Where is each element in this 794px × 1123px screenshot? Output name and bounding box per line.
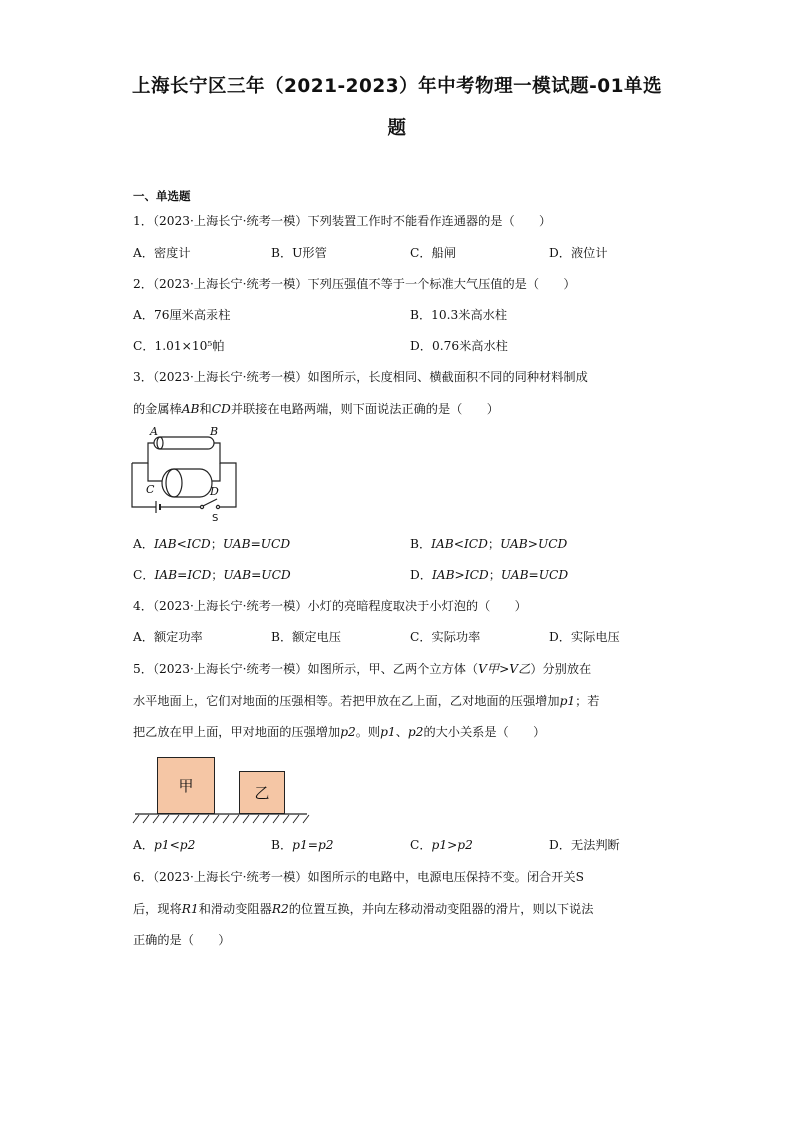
q5-text-part: ）分别放在	[530, 662, 592, 676]
q3-rod-ab: AB	[181, 402, 200, 416]
current-cd: ICD	[187, 568, 212, 582]
option-letter: A．	[133, 537, 154, 551]
separator: ；	[488, 568, 501, 582]
question-1-text: 1．（2023·上海长宁·统考一模）下列装置工作时不能看作连通器的是（ ）	[133, 214, 552, 228]
cube-yi: 乙	[239, 771, 285, 814]
q3-rod-cd: CD	[211, 402, 231, 416]
q3-text-part: 和	[199, 402, 212, 416]
question-4-option-c: C．实际功率	[410, 630, 481, 644]
pressure-p2: p2	[179, 838, 196, 852]
q5-pressure-p1: p1	[559, 694, 576, 708]
pressure-p2: p2	[317, 838, 334, 852]
q3-text-part: 的金属棒	[133, 402, 182, 416]
question-6-text-line2	[133, 901, 593, 917]
question-6-text-line3: 正确的是（ ）	[133, 933, 231, 947]
question-3-option-b	[410, 536, 567, 552]
relation: =	[250, 537, 261, 551]
question-5-option-b	[271, 837, 334, 853]
current-cd: ICD	[464, 568, 489, 582]
q5-text-part: 5．（2023·上海长宁·统考一模）如图所示，甲、乙两个立方体（	[133, 662, 479, 676]
q5-pressure-p2: p2	[340, 725, 356, 739]
relation: =	[307, 838, 318, 852]
q5-text-part: ；若	[575, 694, 600, 708]
question-2-text: 2．（2023·上海长宁·统考一模）下列压强值不等于一个标准大气压值的是（ ）	[133, 277, 576, 291]
q5-text-part: 、	[395, 725, 408, 739]
question-5-text-line3	[133, 724, 545, 740]
voltage-ab: UAB	[500, 537, 528, 551]
relation: =	[251, 568, 262, 582]
pressure-p2: p2	[457, 838, 473, 852]
q5-text-part: 。则	[355, 725, 381, 739]
option-letter: C．	[410, 838, 432, 852]
cube-jia: 甲	[157, 757, 215, 814]
q6-text-part: 和滑动变阻器	[198, 902, 272, 916]
relation: <	[453, 537, 464, 551]
label-s: S	[212, 513, 219, 524]
question-2-option-d: D．0.76米高水柱	[410, 339, 508, 353]
option-letter: D．	[410, 568, 432, 582]
current-ab: IAB	[154, 537, 177, 551]
question-5-text-line2	[133, 693, 600, 709]
question-2-option-c: C．1.01×10⁵帕	[133, 339, 225, 353]
relation: <	[169, 838, 180, 852]
separator: ；	[211, 568, 224, 582]
voltage-cd: UCD	[261, 568, 291, 582]
relation: >	[447, 838, 458, 852]
q6-text-part: 后，现将	[133, 902, 182, 916]
question-5-option-a	[133, 837, 195, 853]
label-b: B	[210, 425, 219, 438]
question-1-option-a: A．密度计	[133, 246, 191, 260]
q5-text-part: 的大小关系是（ ）	[423, 725, 546, 739]
q5-pressure-p2: p2	[407, 725, 424, 739]
section-heading: 一、单选题	[133, 189, 191, 203]
voltage-ab: UAB	[500, 568, 529, 582]
option-text: 无法判断	[570, 838, 620, 852]
relation: <	[176, 537, 187, 551]
option-letter: B．	[271, 838, 293, 852]
label-a: A	[150, 425, 158, 438]
q6-text-part: 的位置互换，并向左移动滑动变阻器的滑片，则以下说法	[288, 902, 594, 916]
question-3-option-c	[133, 567, 291, 583]
document-title-continued: 题	[387, 118, 407, 139]
q6-resistor-r1: R1	[181, 902, 199, 916]
question-1-option-d: D．液位计	[549, 246, 608, 260]
document-title: 上海长宁区三年（2021-2023）年中考物理一模试题-01单选	[131, 76, 663, 97]
current-cd: ICD	[186, 537, 211, 551]
relation: >	[454, 568, 465, 582]
question-6-text-line1: 6．（2023·上海长宁·统考一模）如图所示的电路中，电源电压保持不变。闭合开关S	[133, 870, 584, 884]
question-3-text-line1: 3．（2023·上海长宁·统考一模）如图所示，长度相同、横截面积不同的同种材料制成	[133, 370, 588, 384]
label-d: D	[210, 485, 219, 498]
question-1-option-c: C．船闸	[410, 246, 456, 260]
pressure-p1: p1	[431, 838, 448, 852]
current-ab: IAB	[431, 568, 455, 582]
question-2-option-a: A．76厘米高汞柱	[133, 308, 231, 322]
question-4-text: 4．（2023·上海长宁·统考一模）小灯的亮暗程度取决于小灯泡的（ ）	[133, 599, 527, 613]
pressure-p1: p1	[154, 838, 170, 852]
voltage-ab: UAB	[223, 568, 252, 582]
relation: >	[527, 537, 538, 551]
question-4-option-d: D．实际电压	[549, 630, 620, 644]
question-2-option-b: B．10.3米高水柱	[410, 308, 508, 322]
separator: ；	[487, 537, 501, 551]
question-5-option-c	[410, 837, 473, 853]
separator: ；	[210, 537, 223, 551]
current-ab: IAB	[431, 537, 454, 551]
question-3-option-a	[133, 536, 290, 552]
relation: =	[528, 568, 539, 582]
question-3-text-line2	[133, 401, 499, 417]
parallel-rods-circuit-diagram	[124, 425, 244, 525]
q5-text-part: 把乙放在甲上面，甲对地面的压强增加	[133, 725, 341, 739]
question-4-option-b: B．额定电压	[271, 630, 341, 644]
label-c: C	[146, 483, 155, 496]
q5-text-part: 水平地面上，它们对地面的压强相等。若把甲放在乙上面，乙对地面的压强增加	[133, 694, 560, 708]
current-ab: IAB	[154, 568, 178, 582]
option-letter: D．	[549, 838, 571, 852]
voltage-ab: UAB	[222, 537, 251, 551]
current-cd: ICD	[463, 537, 488, 551]
q5-volume-relation: V甲>V乙	[478, 662, 531, 676]
option-letter: C．	[133, 568, 155, 582]
voltage-cd: UCD	[537, 537, 568, 551]
pressure-p1: p1	[292, 838, 308, 852]
q5-pressure-p1: p1	[380, 725, 396, 739]
option-letter: A．	[133, 838, 154, 852]
question-5-text-line1	[133, 661, 591, 677]
question-1-option-b: B．U形管	[271, 246, 327, 260]
voltage-cd: UCD	[260, 537, 291, 551]
q3-text-part: 并联接在电路两端，则下面说法正确的是（ ）	[230, 402, 499, 416]
question-3-option-d	[410, 567, 568, 583]
relation: =	[177, 568, 188, 582]
q6-resistor-r2: R2	[271, 902, 289, 916]
question-4-option-a: A．额定功率	[133, 630, 203, 644]
cubes-on-ground-figure	[131, 757, 311, 827]
ground-hatching	[131, 813, 311, 825]
voltage-cd: UCD	[538, 568, 569, 582]
question-5-option-d	[549, 837, 620, 853]
option-letter: B．	[410, 537, 432, 551]
